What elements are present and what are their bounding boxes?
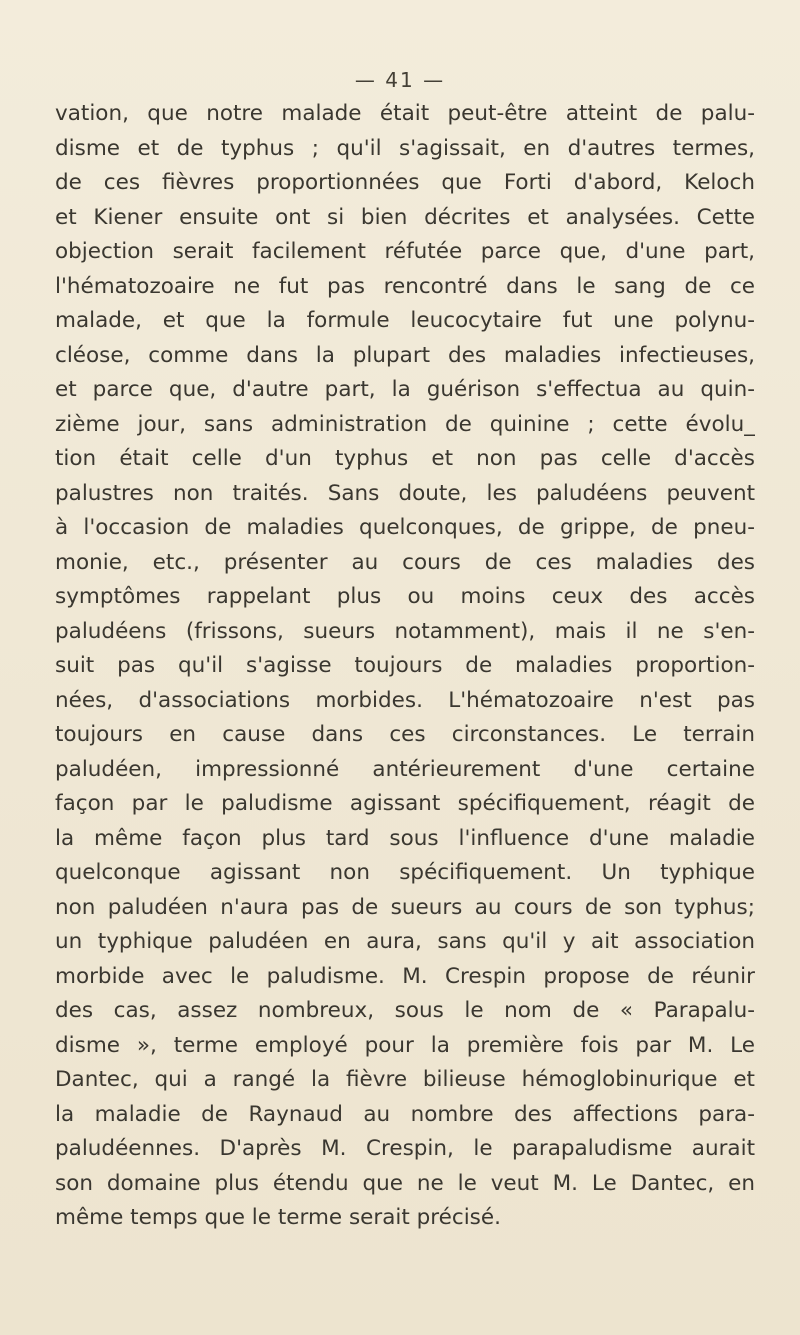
text-line: morbide avec le paludisme. M. Crespin propose de réunir xyxy=(55,963,755,989)
text-line: paludéens (frissons, sueurs notamment), mais il ne s'en- xyxy=(55,618,755,644)
text-line: quelconque agissant non spécifiquement. Un typhique xyxy=(55,860,755,885)
text-line: nées, d'associations morbides. L'hématozoaire n'est pas xyxy=(55,687,755,713)
text-line: l'hématozoaire ne fut pas rencontré dans le sang de ce xyxy=(55,273,755,299)
text-line: palustres non traités. Sans doute, les paludéens peuvent xyxy=(55,480,755,506)
text-line: tion était celle d'un typhus et non pas celle d'accès xyxy=(55,446,755,471)
text-line: façon par le paludisme agissant spécifiquement, réagit de xyxy=(55,791,755,816)
text-line: suit pas qu'il s'agisse toujours de maladies proportion- xyxy=(55,653,755,678)
text-line: à l'occasion de maladies quelconques, de grippe, de pneu- xyxy=(55,515,755,540)
text-line: disme et de typhus ; qu'il s'agissait, en d'autres termes, xyxy=(55,135,755,161)
text-line: vation, que notre malade était peut-être atteint de palu- xyxy=(55,101,755,126)
text-line: et Kiener ensuite ont si bien décrites et analysées. Cette xyxy=(55,204,755,230)
text-line: paludéen, impressionné antérieurement d'une certaine xyxy=(55,756,755,782)
text-line: malade, et que la formule leucocytaire fut une polynu- xyxy=(55,308,755,333)
text-line: même temps que le terme serait précisé. xyxy=(55,1205,501,1230)
page-number: — 41 — xyxy=(354,68,446,92)
text-line: monie, etc., présenter au cours de ces maladies des xyxy=(55,549,755,575)
text-line: non paludéen n'aura pas de sueurs au cours de son typhus; xyxy=(55,894,755,920)
text-line: Dantec, qui a rangé la fièvre bilieuse hémoglobinurique et xyxy=(55,1067,755,1092)
text-line: des cas, assez nombreux, sous le nom de « Parapalu- xyxy=(55,998,755,1023)
text-line: zième jour, sans administration de quinine ; cette évolu_ xyxy=(55,411,755,437)
text-line: la même façon plus tard sous l'influence d'une maladie xyxy=(55,825,755,851)
text-line: de ces fièvres proportionnées que Forti d'abord, Keloch xyxy=(55,170,755,195)
text-line: un typhique paludéen en aura, sans qu'il y ait association xyxy=(55,929,755,954)
text-line: toujours en cause dans ces circonstances. Le terrain xyxy=(55,722,755,747)
text-line: disme », terme employé pour la première fois par M. Le xyxy=(55,1032,755,1058)
text-line: la maladie de Raynaud au nombre des affections para- xyxy=(55,1101,755,1127)
body-paragraph xyxy=(55,97,755,1236)
text-line: cléose, comme dans la plupart des maladies infectieuses, xyxy=(55,342,755,368)
text-line: objection serait facilement réfutée parce que, d'une part, xyxy=(55,239,755,264)
text-line: paludéennes. D'après M. Crespin, le parapaludisme aurait xyxy=(55,1136,755,1161)
text-line: son domaine plus étendu que ne le veut M. Le Dantec, en xyxy=(55,1170,755,1196)
text-line: et parce que, d'autre part, la guérison s'effectua au quin- xyxy=(55,377,755,402)
text-line: symptômes rappelant plus ou moins ceux des accès xyxy=(55,584,755,609)
